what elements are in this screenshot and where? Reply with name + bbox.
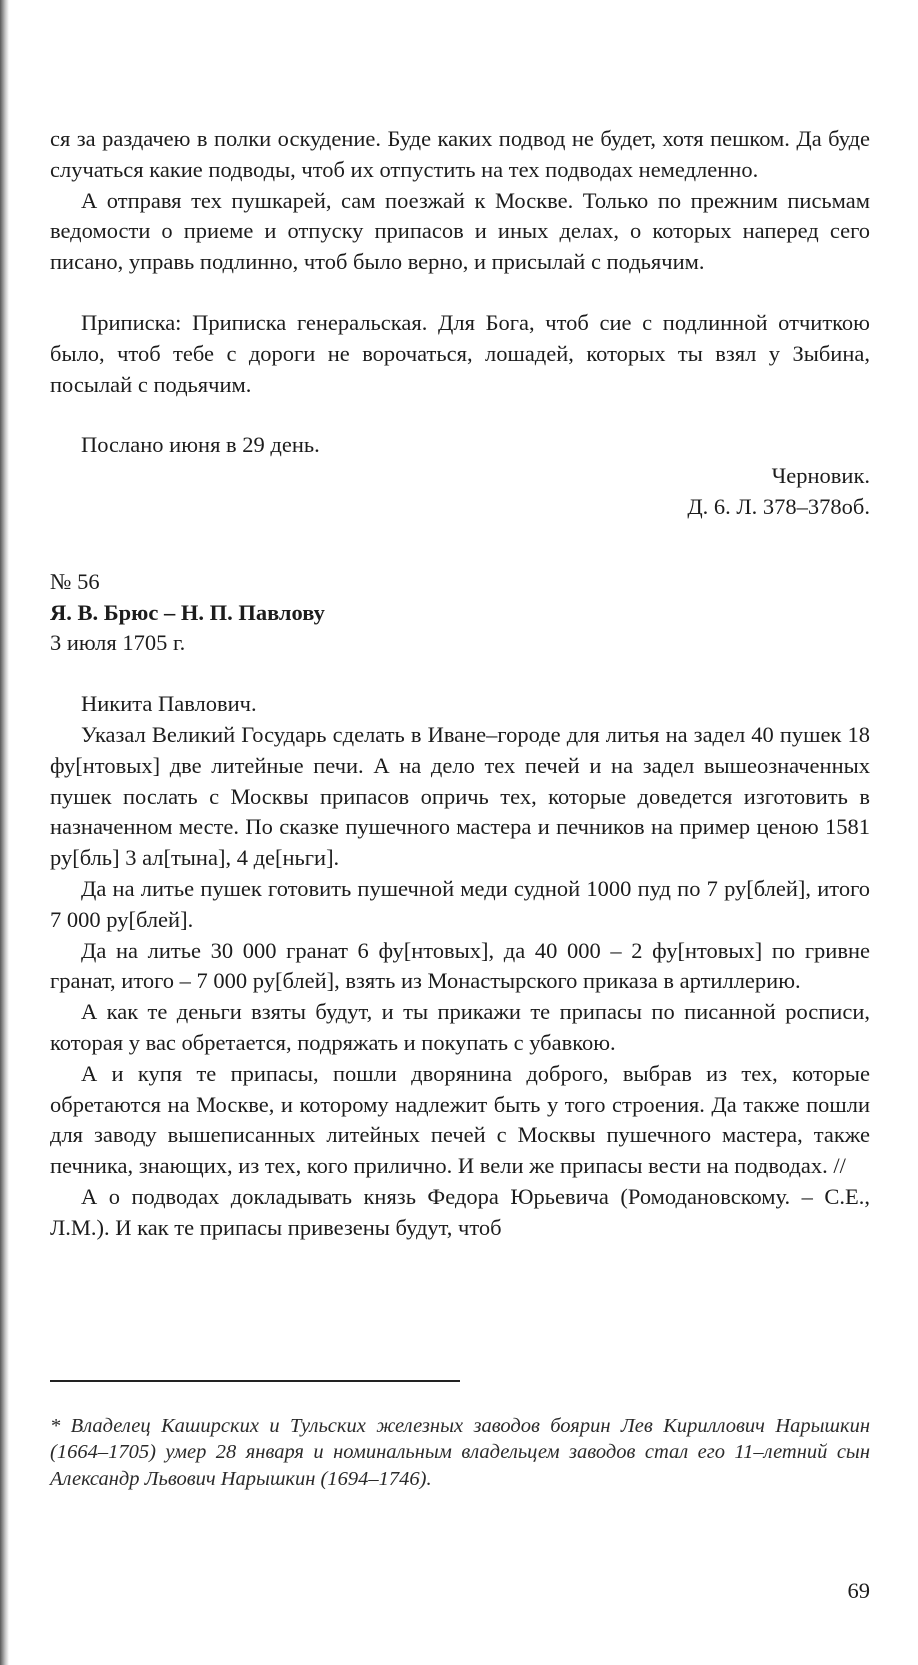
archive-reference: Д. 6. Л. 378–378об. [687,493,870,519]
sent-date: Послано июня в 29 день. [81,432,320,458]
letter-paragraph: А и купя те припасы, пошли дворянина доброго, выбрав из тех, которые обретаются на Москве, и которому надлежит быть у того строения. Да также пошли для заводу вышеписанных литейных печей с Москвы пушечного мастера, также печника, знающих, из тех, кого прилично. И вели же припасы вести на подводах. // [50,1060,870,1179]
page-edge-shadow [0,0,9,1665]
prev-doc-paragraph-1: ся за раздачею в полки оскудение. Буде каких подвод не будет, хотя пешком. Да буде случаться какие подводы, чтоб их отпустить на тех подводах немедленно. [50,126,870,182]
letter-paragraph: Да на литье пушек готовить пушечной меди судной 1000 пуд по 7 ру[блей], итого 7 000 ру[блей]. [50,875,870,932]
letter-paragraph: А о подводах докладывать князь Федора Юрьевича (Ромодановскому. – С.Е., Л.М.). И как те припасы привезены будут, чтоб [50,1183,870,1240]
postscript: Приписка: Приписка генеральская. Для Бога, чтоб сие с подлинной отчиткою было, чтоб тебе с дороги не ворочаться, лошадей, которых ты взял у Зыбина, посылай с подьячим. [50,309,870,397]
greeting: Никита Павлович. [81,691,257,717]
draft-note: Черновик. [771,463,870,489]
page-body [50,124,870,1244]
footnote-rule [50,1380,460,1382]
document-title: Я. В. Брюс – Н. П. Павлову [50,599,325,625]
letter-paragraph: Да на литье 30 000 гранат 6 фу[нтовых], да 40 000 – 2 фу[нтовых] по гривне гранат, итого – 7 000 ру[блей], взять из Монастырского приказа в артиллерию. [50,937,870,994]
footnote: * Владелец Каширских и Тульских железных заводов боярин Лев Кириллович Нарышкин (1664–1705) умер 28 января и номинальным владельцем заводов стал его 11–летний сын Александр Львович Нарышкин (1694–1746). [50,1414,870,1490]
document-date: 3 июля 1705 г. [50,630,186,656]
prev-doc-paragraph-2: А отправя тех пушкарей, сам поезжай к Москве. Только по прежним письмам ведомости о приеме и отпуску припасов и иных делах, о которых наперед сего писано, управь подлинно, чтоб было верно, и присылай с подьячим. [50,187,870,275]
letter-paragraph: А как те деньги взяты будут, и ты прикажи те припасы по писанной росписи, которая у вас обретается, подряжать и покупать с убавкою. [50,999,870,1055]
page-number: 69 [847,1578,870,1603]
letter-paragraph: Указал Великий Государь сделать в Иване–городе для литья на задел 40 пушек 18 фу[нтовых] две литейные печи. А на дело тех печей и на задел вышеозначенных пушек послать с Москвы припасов опричь тех, которые доведется изготовить в назначенном месте. По сказке пушечного мастера и печников на пример ценою 1581 ру[бль] 3 ал[тына], 4 де[ньги]. [50,721,870,871]
document-number: № 56 [50,568,100,594]
